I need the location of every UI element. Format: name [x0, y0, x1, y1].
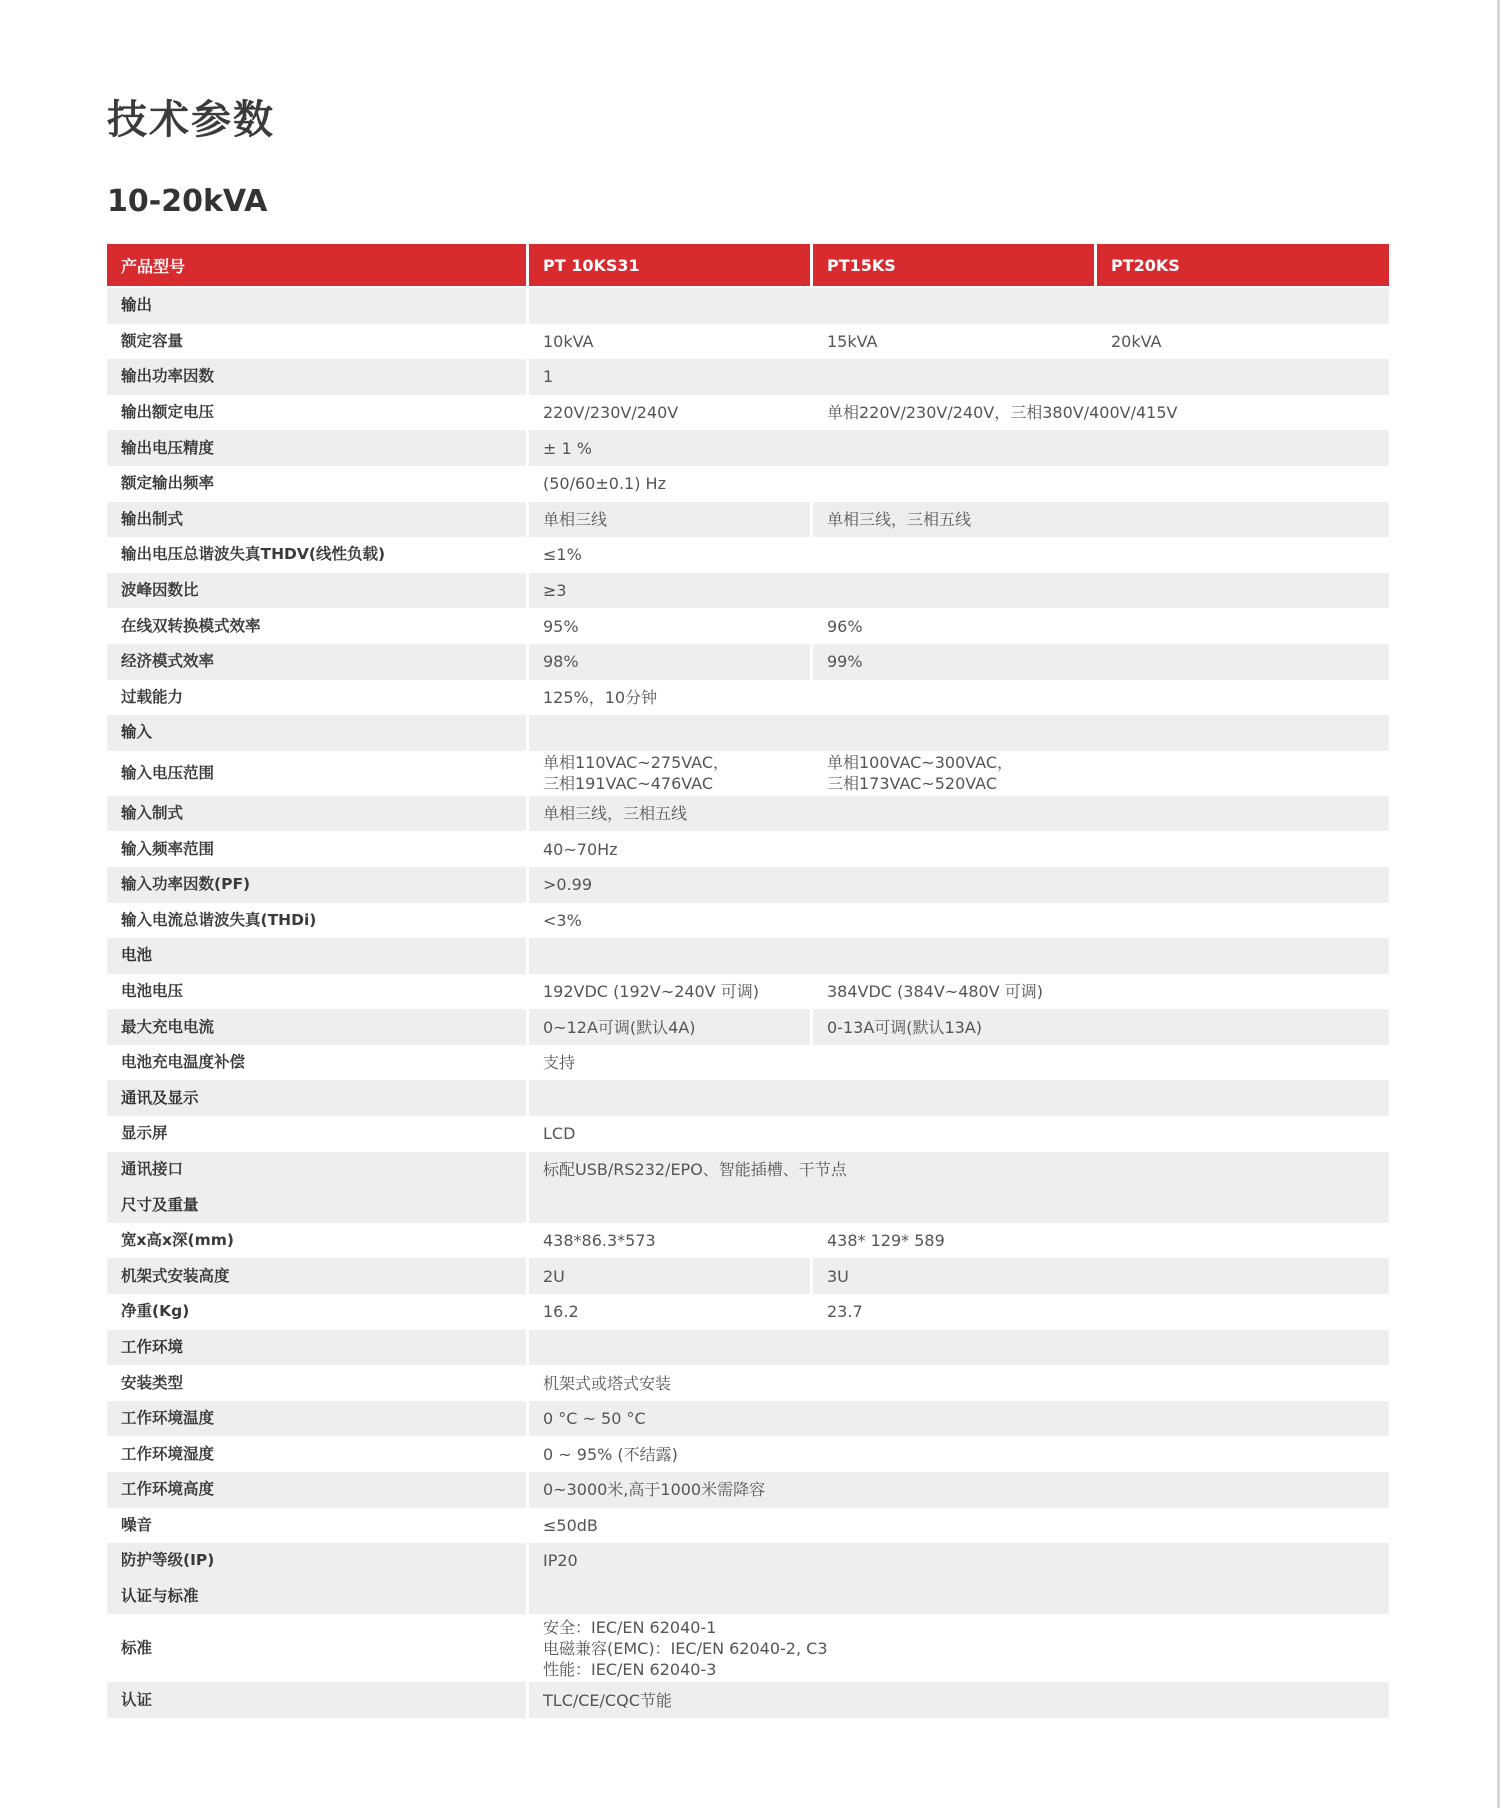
table-row [107, 1614, 1389, 1682]
header-model-3: PT20KS [1097, 244, 1389, 288]
row-value: 438*86.3*573 [529, 1223, 810, 1259]
table-row [107, 644, 1389, 680]
row-value: (50/60±0.1) Hz [529, 466, 1389, 502]
table-row [107, 796, 1389, 832]
header-label: 产品型号 [107, 244, 526, 288]
group-label: 认证与标准 [107, 1579, 526, 1615]
row-label: 宽x高x深(mm) [107, 1223, 526, 1259]
row-label: 过载能力 [107, 680, 526, 716]
row-label: 输出电压总谐波失真THDV(线性负载) [107, 537, 526, 573]
table-row [107, 1472, 1389, 1508]
table-row [107, 751, 1389, 796]
row-value: 384VDC (384V~480V 可调) [813, 974, 1389, 1010]
table-row [107, 1294, 1389, 1330]
row-value: 机架式或塔式安装 [529, 1365, 1389, 1401]
row-value: 192VDC (192V~240V 可调) [529, 974, 810, 1010]
row-label: 安装类型 [107, 1365, 526, 1401]
header-model-1: PT 10KS31 [529, 244, 810, 288]
table-row [107, 430, 1389, 466]
row-value: ≥3 [529, 573, 1389, 609]
table-header-row [107, 244, 1389, 288]
row-label: 机架式安装高度 [107, 1258, 526, 1294]
table-row [107, 867, 1389, 903]
group-row-output [107, 288, 1389, 324]
table-row [107, 1009, 1389, 1045]
table-row [107, 537, 1389, 573]
group-row-input [107, 715, 1389, 751]
row-label: 电池充电温度补偿 [107, 1045, 526, 1081]
row-label: 波峰因数比 [107, 573, 526, 609]
spec-table [104, 244, 1392, 1718]
row-value: 2U [529, 1258, 810, 1294]
row-label: 输入频率范围 [107, 831, 526, 867]
row-label: 输出功率因数 [107, 359, 526, 395]
row-label: 通讯接口 [107, 1152, 526, 1188]
row-value: 单相三线，三相五线 [529, 796, 1389, 832]
table-row [107, 680, 1389, 716]
table-row [107, 1045, 1389, 1081]
row-label: 标准 [107, 1614, 526, 1682]
row-label: 输入功率因数(PF) [107, 867, 526, 903]
group-label: 输入 [107, 715, 526, 751]
row-label: 输入电流总谐波失真(THDi) [107, 903, 526, 939]
table-row [107, 903, 1389, 939]
row-value: 98% [529, 644, 810, 680]
row-label: 经济模式效率 [107, 644, 526, 680]
row-value: 99% [813, 644, 1389, 680]
row-label: 电池电压 [107, 974, 526, 1010]
row-label: 净重(Kg) [107, 1294, 526, 1330]
row-value: 438* 129* 589 [813, 1223, 1389, 1259]
table-row [107, 502, 1389, 538]
row-value: 220V/230V/240V [529, 395, 810, 431]
row-value: 16.2 [529, 1294, 810, 1330]
row-value: 0-13A可调(默认13A) [813, 1009, 1389, 1045]
row-value: 1 [529, 359, 1389, 395]
row-value: <3% [529, 903, 1389, 939]
row-label: 噪音 [107, 1508, 526, 1544]
table-row [107, 573, 1389, 609]
row-value: 0 °C ~ 50 °C [529, 1401, 1389, 1437]
row-value: >0.99 [529, 867, 1389, 903]
row-value: 23.7 [813, 1294, 1389, 1330]
group-row-battery [107, 938, 1389, 974]
row-label: 额定容量 [107, 324, 526, 360]
row-label: 输出额定电压 [107, 395, 526, 431]
table-row [107, 466, 1389, 502]
row-value: 0~12A可调(默认4A) [529, 1009, 810, 1045]
row-value: 0~3000米,高于1000米需降容 [529, 1472, 1389, 1508]
table-row [107, 974, 1389, 1010]
row-value: TLC/CE/CQC节能 [529, 1682, 1389, 1718]
table-row [107, 395, 1389, 431]
table-row [107, 1543, 1389, 1579]
row-value: 单相220V/230V/240V，三相380V/400V/415V [813, 395, 1389, 431]
group-row-env [107, 1330, 1389, 1366]
row-value: 单相三线 [529, 502, 810, 538]
row-value: 支持 [529, 1045, 1389, 1081]
row-value: 安全：IEC/EN 62040-1 电磁兼容(EMC)：IEC/EN 62040-2, C3 性能：IEC/EN 62040-3 [529, 1614, 1389, 1682]
table-row [107, 1365, 1389, 1401]
group-row-comm [107, 1080, 1389, 1116]
group-label: 通讯及显示 [107, 1080, 526, 1116]
table-row [107, 1401, 1389, 1437]
row-value: 单相100VAC~300VAC， 三相173VAC~520VAC [813, 751, 1389, 796]
row-label: 认证 [107, 1682, 526, 1718]
row-label: 额定输出频率 [107, 466, 526, 502]
row-value: 标配USB/RS232/EPO、智能插槽、干节点 [529, 1152, 1389, 1188]
row-value: 10kVA [529, 324, 810, 360]
table-row [107, 1223, 1389, 1259]
row-value: 20kVA [1097, 324, 1389, 360]
row-label: 工作环境湿度 [107, 1436, 526, 1472]
row-value: ≤50dB [529, 1508, 1389, 1544]
table-row [107, 1682, 1389, 1718]
group-label: 工作环境 [107, 1330, 526, 1366]
row-value: 95% [529, 608, 810, 644]
group-label: 尺寸及重量 [107, 1187, 526, 1223]
row-value: 15kVA [813, 324, 1094, 360]
row-label: 工作环境温度 [107, 1401, 526, 1437]
row-label: 输出电压精度 [107, 430, 526, 466]
row-label: 防护等级(IP) [107, 1543, 526, 1579]
table-row [107, 1152, 1389, 1188]
section-title: 10-20kVA [107, 184, 268, 219]
group-label: 输出 [107, 288, 526, 324]
table-row [107, 1436, 1389, 1472]
row-label: 在线双转换模式效率 [107, 608, 526, 644]
table-row [107, 324, 1389, 360]
row-value: 3U [813, 1258, 1389, 1294]
table-row [107, 831, 1389, 867]
row-value: 96% [813, 608, 1389, 644]
row-label: 输入制式 [107, 796, 526, 832]
table-row [107, 1258, 1389, 1294]
row-label: 最大充电电流 [107, 1009, 526, 1045]
row-value: IP20 [529, 1543, 1389, 1579]
group-row-cert [107, 1579, 1389, 1615]
header-model-2: PT15KS [813, 244, 1094, 288]
row-value: 125%，10分钟 [529, 680, 1389, 716]
table-row [107, 1116, 1389, 1152]
row-value: 单相110VAC~275VAC， 三相191VAC~476VAC [529, 751, 810, 796]
row-label: 工作环境高度 [107, 1472, 526, 1508]
row-label: 输出制式 [107, 502, 526, 538]
row-value: LCD [529, 1116, 1389, 1152]
row-value: 0 ~ 95% (不结露) [529, 1436, 1389, 1472]
group-row-size [107, 1187, 1389, 1223]
page-title: 技术参数 [107, 97, 275, 143]
table-row [107, 1508, 1389, 1544]
table-row [107, 359, 1389, 395]
row-label: 显示屏 [107, 1116, 526, 1152]
row-value: 40~70Hz [529, 831, 1389, 867]
row-label: 输入电压范围 [107, 751, 526, 796]
row-value: 单相三线，三相五线 [813, 502, 1389, 538]
table-row [107, 608, 1389, 644]
group-label: 电池 [107, 938, 526, 974]
row-value: ± 1 % [529, 430, 1389, 466]
row-value: ≤1% [529, 537, 1389, 573]
